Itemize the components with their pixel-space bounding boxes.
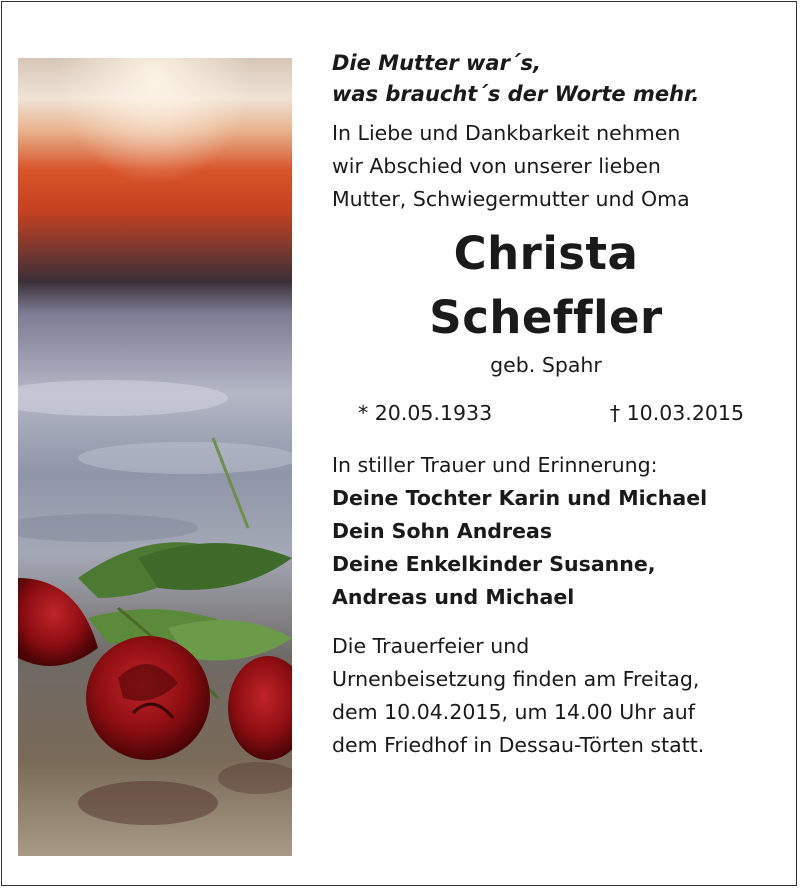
intro-line: Mutter, Schwiegermutter und Oma bbox=[332, 187, 690, 211]
mourner-line: Andreas und Michael bbox=[332, 585, 575, 609]
service-line: Die Trauerfeier und bbox=[332, 634, 530, 658]
motto-line: Die Mutter war´s, bbox=[332, 51, 541, 75]
mourner-line: Dein Sohn Andreas bbox=[332, 519, 553, 543]
deceased-first-name: Christa bbox=[453, 227, 639, 280]
mourners-block bbox=[332, 449, 782, 614]
service-notice bbox=[332, 630, 782, 762]
birth-date: * 20.05.1933 bbox=[358, 401, 493, 425]
deceased-last-name: Scheffler bbox=[429, 291, 663, 344]
intro-paragraph bbox=[332, 117, 782, 216]
motto-line: was braucht´s der Worte mehr. bbox=[332, 82, 700, 106]
intro-line: In Liebe und Dankbarkeit nehmen bbox=[332, 121, 681, 145]
mourners-lead: In stiller Trauer und Erinnerung: bbox=[332, 453, 658, 477]
life-dates bbox=[332, 398, 782, 428]
roses-by-lake-photo bbox=[18, 58, 292, 856]
obituary-text bbox=[332, 48, 782, 762]
mourner-line: Deine Tochter Karin und Michael bbox=[332, 486, 708, 510]
intro-line: wir Abschied von unserer lieben bbox=[332, 154, 661, 178]
obituary-card bbox=[1, 1, 797, 886]
service-line: dem 10.04.2015, um 14.00 Uhr auf bbox=[332, 700, 695, 724]
mourner-line: Deine Enkelkinder Susanne, bbox=[332, 552, 656, 576]
death-date: † 10.03.2015 bbox=[609, 401, 744, 425]
service-line: Urnenbeisetzung finden am Freitag, bbox=[332, 667, 700, 691]
service-line: dem Friedhof in Dessau-Törten statt. bbox=[332, 733, 705, 757]
born-name: geb. Spahr bbox=[490, 353, 602, 377]
